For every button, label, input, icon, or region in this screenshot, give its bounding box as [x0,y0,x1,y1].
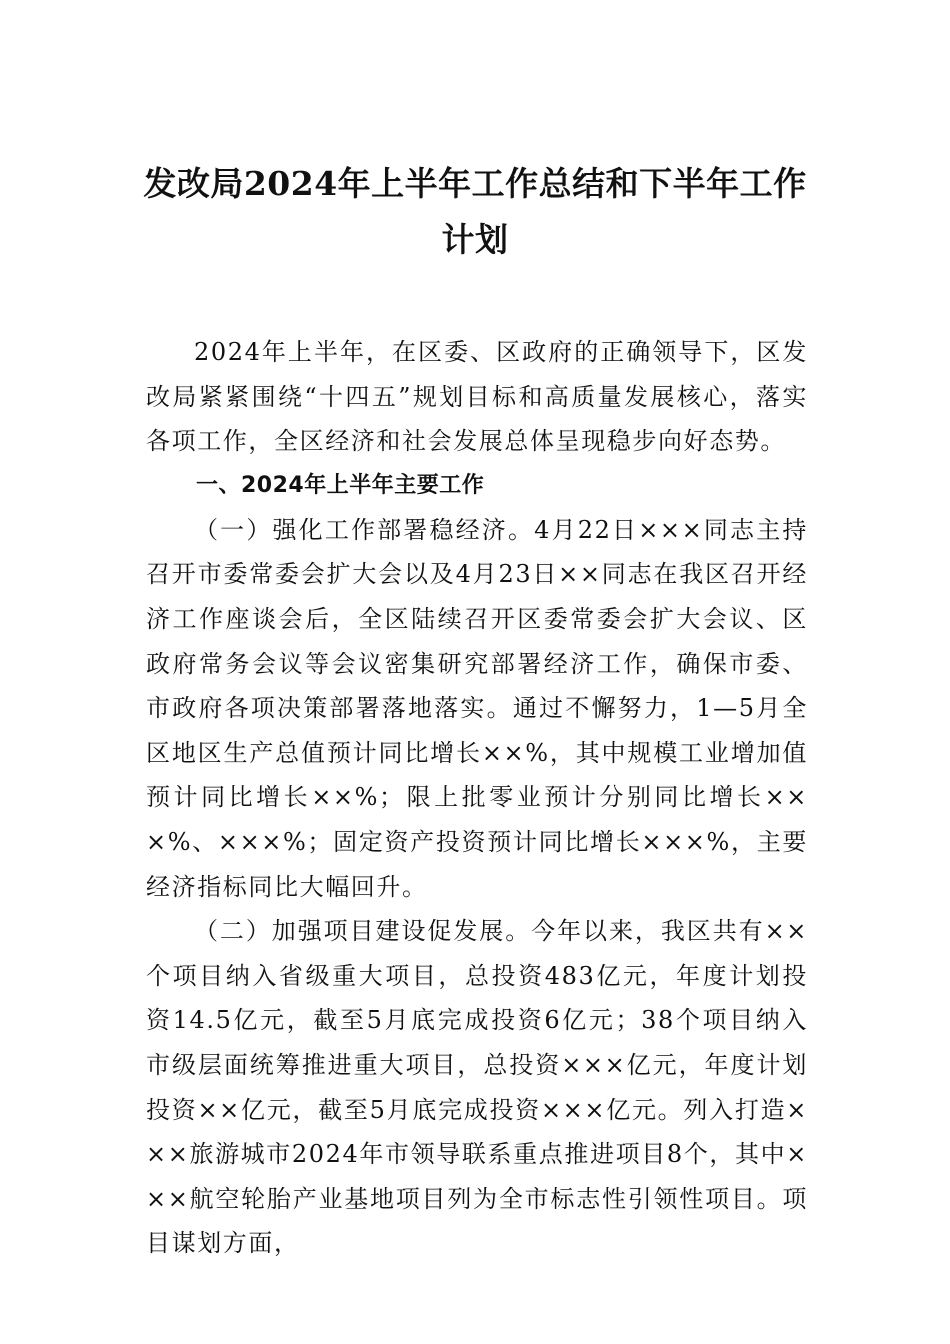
item-paragraph-2 [146,909,808,1266]
document-body [146,330,808,1266]
item-text-2: 今年以来，我区共有××个项目纳入省级重大项目，总投资483亿元，年度计划投资14.5亿元，截至5月底完成投资6亿元；38个项目纳入市级层面统筹推进重大项目，总投资×××亿元，年度计划投资××亿元，截至5月底完成投资×××亿元。列入打造×××旅游城市2024年市领导联系重点推进项目8个，其中×××航空轮胎产业基地项目列为全市标志性引领性项目。项目谋划方面， [146,917,808,1258]
item-lead-1: （一）强化工作部署稳经济。 [194,515,535,544]
section-heading: 一、2024年上半年主要工作 [196,472,485,498]
document-title: 发改局2024年上半年工作总结和下半年工作计划 [143,164,807,259]
intro-paragraph: 2024年上半年，在区委、区政府的正确领导下，区发改局紧紧围绕“十四五”规划目标和高质量发展核心，落实各项工作，全区经济和社会发展总体呈现稳步向好态势。 [146,338,808,456]
item-lead-2: （二）加强项目建设促发展。 [194,917,532,946]
item-text-1: 4月22日×××同志主持召开市委常委会扩大会以及4月23日××同志在我区召开经济工作座谈会后，全区陆续召开区委常委会扩大会议、区政府常务会议等会议密集研究部署经济工作，确保市委、市政府各项决策部署落地落实。通过不懈努力，1—5月全区地区生产总值预计同比增长××%，其中规模工业增加值预计同比增长××%；限上批零业预计分别同比增长×××%、×××%；固定资产投资预计同比增长×××%，主要经济指标同比大幅回升。 [146,515,808,901]
item-paragraph-1 [146,508,808,909]
